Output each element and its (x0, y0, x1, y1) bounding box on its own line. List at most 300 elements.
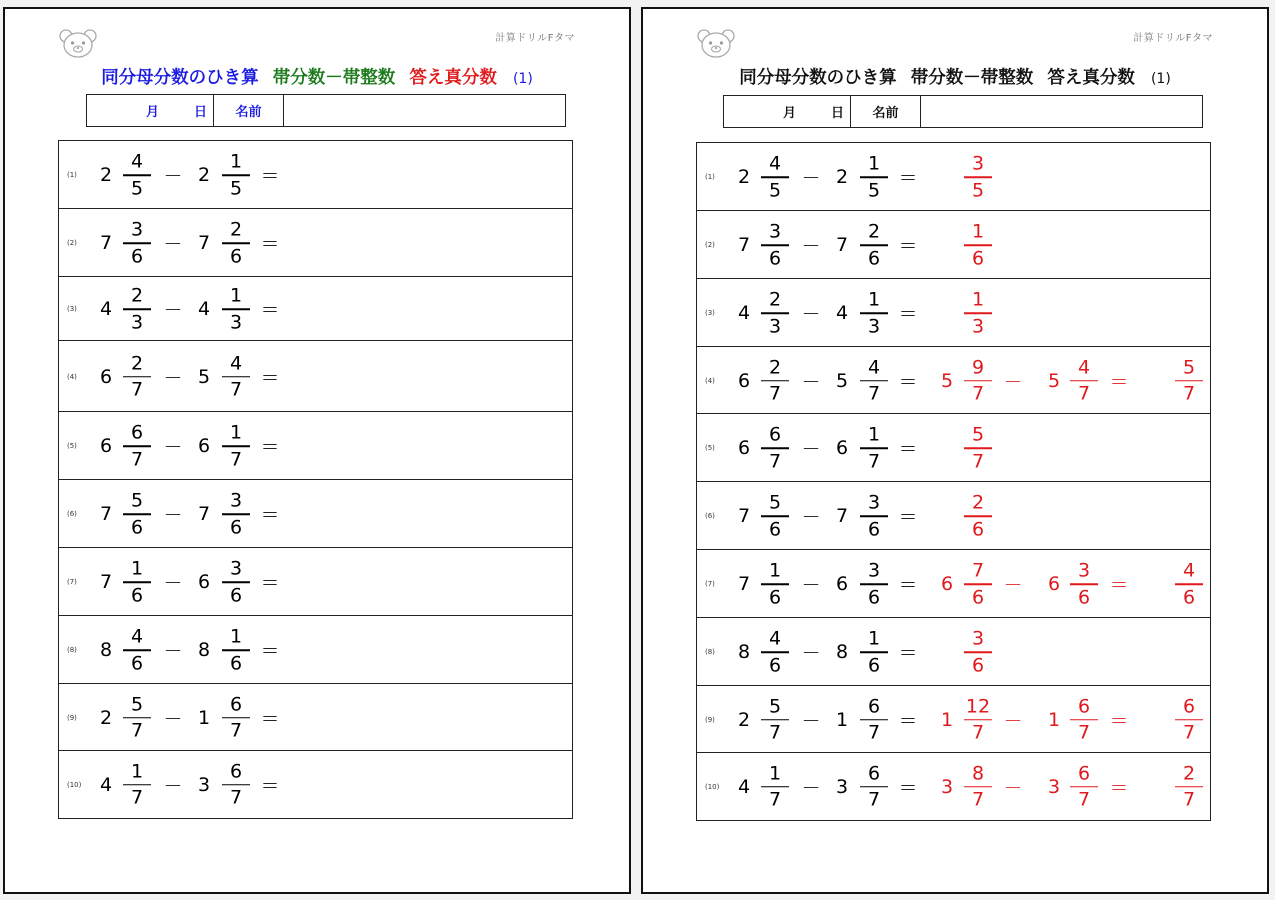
numerator: 8 (971, 761, 985, 784)
subtrahend-fraction (860, 627, 888, 677)
minuend-fraction (761, 152, 789, 202)
minuend-whole: 4 (737, 302, 751, 324)
numerator: 2 (768, 355, 782, 378)
denominator: 7 (867, 788, 881, 811)
fraction-bar (222, 649, 250, 651)
equals-sign: ＝ (1109, 574, 1129, 597)
equals-sign: ＝ (260, 165, 280, 188)
minuend-whole: 7 (737, 573, 751, 595)
numerator: 1 (229, 421, 243, 444)
subtrahend-whole: 8 (197, 639, 211, 661)
problem-row (697, 347, 1210, 414)
regrouped-fraction (964, 762, 992, 812)
denominator: 6 (971, 585, 985, 608)
numerator: 3 (229, 557, 243, 580)
denominator: 6 (130, 244, 144, 267)
subtrahend-whole: 7 (835, 505, 849, 527)
fraction-bar (123, 581, 151, 583)
numerator: 6 (1182, 694, 1196, 717)
numerator: 4 (1077, 355, 1091, 378)
denominator: 6 (1077, 585, 1091, 608)
numerator: 1 (971, 220, 985, 243)
answer-fraction (964, 288, 992, 338)
minus-sign: － (163, 233, 183, 256)
subtrahend-fraction (1070, 762, 1098, 812)
numerator: 4 (130, 150, 144, 173)
problem-list (58, 140, 573, 819)
subtrahend-whole: 7 (197, 503, 211, 525)
numerator: 9 (971, 355, 985, 378)
minuend-whole: 4 (737, 775, 751, 798)
numerator: 4 (1182, 559, 1196, 582)
minuend-whole: 6 (737, 369, 751, 392)
subtrahend-whole: 2 (835, 166, 849, 188)
title-part-answer: 答え真分数 (1047, 68, 1135, 88)
subtrahend-fraction (222, 150, 250, 200)
problem-number: (5) (67, 442, 77, 450)
fraction-bar (761, 447, 789, 449)
problem-row (59, 684, 572, 751)
problem-row (697, 686, 1210, 753)
numerator: 5 (768, 694, 782, 717)
fraction-bar (123, 513, 151, 515)
subtrahend-fraction (222, 421, 250, 471)
denominator: 6 (768, 246, 782, 269)
denominator: 6 (130, 583, 144, 606)
minuend-fraction (123, 421, 151, 471)
numerator: 6 (229, 759, 243, 782)
numerator: 4 (768, 152, 782, 175)
minuend-whole: 6 (737, 437, 751, 459)
fraction-bar (964, 244, 992, 246)
minuend-whole: 8 (99, 639, 113, 661)
denominator: 6 (768, 517, 782, 540)
denominator: 7 (971, 788, 985, 811)
regrouped-whole: 5 (940, 369, 954, 392)
subtrahend-whole: 6 (197, 571, 211, 593)
fraction-bar (761, 583, 789, 585)
bear-mascot-icon (57, 27, 99, 59)
fraction-bar (761, 176, 789, 178)
fraction-bar (860, 651, 888, 653)
fraction-bar (761, 651, 789, 653)
minuend-fraction (123, 693, 151, 743)
equals-sign: ＝ (260, 708, 280, 730)
problem-row (59, 751, 572, 818)
subtrahend-fraction (222, 352, 250, 402)
fraction-bar (222, 581, 250, 583)
denominator: 7 (229, 719, 243, 742)
fraction-bar (860, 176, 888, 178)
problem-number: (5) (705, 444, 715, 452)
minus-sign: － (1003, 371, 1023, 393)
minuend-whole: 7 (99, 232, 113, 254)
minuend-fraction (123, 284, 151, 334)
denominator: 7 (768, 788, 782, 811)
regrouped-fraction (964, 559, 992, 609)
denominator: 3 (130, 310, 144, 333)
problem-row (59, 616, 572, 684)
regrouped-whole: 6 (940, 573, 954, 595)
numerator: 6 (130, 421, 144, 444)
fraction-bar (123, 717, 151, 719)
minuend-fraction (761, 423, 789, 473)
subtrahend-fraction (222, 625, 250, 675)
fraction-bar (964, 312, 992, 314)
fraction-bar (123, 174, 151, 176)
problem-row (697, 211, 1210, 279)
minus-sign: － (163, 436, 183, 459)
minuend-whole: 7 (99, 503, 113, 525)
fraction-bar (1070, 380, 1098, 382)
subtrahend-fraction (222, 693, 250, 743)
subtrahend-whole: 4 (835, 302, 849, 324)
numerator: 6 (229, 692, 243, 715)
title-part-operation: 同分母分数のひき算 (739, 68, 897, 88)
answer-fraction (1175, 356, 1203, 406)
subtrahend-whole: 1 (1047, 708, 1061, 731)
problem-row (59, 209, 572, 277)
minus-sign: － (163, 367, 183, 389)
minus-sign: － (1003, 710, 1023, 732)
subtrahend-fraction (1070, 356, 1098, 406)
denominator: 7 (229, 786, 243, 809)
problem-number: (10) (67, 780, 82, 789)
denominator: 7 (1182, 382, 1196, 405)
problem-number: (10) (705, 782, 720, 791)
equals-sign: ＝ (898, 438, 918, 461)
minus-sign: － (801, 235, 821, 258)
subtrahend-whole: 6 (835, 573, 849, 595)
denominator: 7 (229, 447, 243, 470)
equals-sign: ＝ (260, 504, 280, 527)
name-field[interactable] (284, 95, 565, 126)
problem-number: (3) (67, 305, 77, 313)
worksheet-number: (1) (512, 71, 533, 87)
denominator: 7 (867, 721, 881, 744)
denominator: 3 (768, 314, 782, 337)
subtrahend-fraction (860, 423, 888, 473)
fraction-bar (1175, 583, 1203, 585)
brand-name: 計算ドリルFタマ (1133, 33, 1213, 44)
denominator: 3 (971, 314, 985, 337)
subtrahend-fraction (860, 152, 888, 202)
minus-sign: － (801, 777, 821, 799)
denominator: 7 (971, 449, 985, 472)
numerator: 2 (971, 491, 985, 514)
problem-number: (8) (67, 646, 77, 654)
numerator: 1 (768, 559, 782, 582)
regrouped-fraction (964, 695, 992, 745)
denominator: 6 (768, 585, 782, 608)
problem-row (697, 414, 1210, 482)
subtrahend-whole: 1 (197, 706, 211, 729)
subtrahend-fraction (860, 559, 888, 609)
subtrahend-whole: 4 (197, 298, 211, 320)
fraction-bar (1070, 786, 1098, 788)
equals-sign: ＝ (260, 775, 280, 797)
numerator: 7 (971, 559, 985, 582)
denominator: 7 (867, 382, 881, 405)
problem-row (697, 618, 1210, 686)
numerator: 3 (971, 152, 985, 175)
subtrahend-fraction (860, 762, 888, 812)
fraction-bar (761, 786, 789, 788)
brand-name: 計算ドリルFタマ (495, 33, 575, 44)
numerator: 6 (867, 694, 881, 717)
numerator: 2 (130, 284, 144, 307)
date-cell[interactable] (724, 96, 851, 127)
problem-number: (4) (705, 376, 715, 385)
date-cell[interactable] (87, 95, 214, 126)
worksheet-page-answers (641, 7, 1269, 894)
problem-number: (2) (705, 241, 715, 249)
numerator: 12 (965, 694, 991, 717)
problem-number: (9) (705, 715, 715, 724)
minuend-whole: 8 (737, 641, 751, 663)
name-label: 名前 (851, 96, 921, 127)
minuend-fraction (123, 489, 151, 539)
answer-fraction (964, 423, 992, 473)
fraction-bar (860, 583, 888, 585)
fraction-bar (222, 784, 250, 786)
minuend-whole: 2 (737, 708, 751, 731)
problem-number: (4) (67, 372, 77, 381)
denominator: 7 (1077, 788, 1091, 811)
worksheet-title (5, 64, 629, 89)
problem-row (59, 277, 572, 341)
fraction-bar (222, 717, 250, 719)
numerator: 3 (768, 220, 782, 243)
subtrahend-whole: 3 (197, 773, 211, 796)
numerator: 1 (971, 288, 985, 311)
minuend-whole: 7 (737, 505, 751, 527)
subtrahend-fraction (222, 557, 250, 607)
subtrahend-fraction (222, 760, 250, 810)
denominator: 7 (130, 378, 144, 401)
day-label: 日 (193, 105, 207, 120)
numerator: 2 (130, 351, 144, 374)
denominator: 7 (1077, 382, 1091, 405)
answer-fraction (964, 220, 992, 270)
fraction-bar (222, 242, 250, 244)
numerator: 3 (971, 627, 985, 650)
numerator: 5 (971, 423, 985, 446)
minuend-fraction (761, 491, 789, 541)
fraction-bar (964, 176, 992, 178)
answer-fraction (1175, 762, 1203, 812)
equals-sign: ＝ (260, 233, 280, 256)
fraction-bar (860, 312, 888, 314)
numerator: 3 (1077, 559, 1091, 582)
equals-sign: ＝ (260, 572, 280, 595)
equals-sign: ＝ (898, 167, 918, 190)
denominator: 6 (971, 517, 985, 540)
fraction-bar (1175, 380, 1203, 382)
denominator: 6 (867, 585, 881, 608)
fraction-bar (123, 649, 151, 651)
equals-sign: ＝ (898, 235, 918, 258)
problem-number: (7) (67, 578, 77, 586)
denominator: 5 (768, 178, 782, 201)
subtrahend-fraction (1070, 559, 1098, 609)
denominator: 7 (971, 721, 985, 744)
fraction-bar (860, 786, 888, 788)
minuend-fraction (761, 762, 789, 812)
minus-sign: － (1003, 574, 1023, 597)
fraction-bar (761, 380, 789, 382)
denominator: 7 (1077, 721, 1091, 744)
numerator: 3 (229, 489, 243, 512)
denominator: 6 (229, 244, 243, 267)
fraction-bar (964, 583, 992, 585)
minus-sign: － (163, 572, 183, 595)
minus-sign: － (801, 642, 821, 665)
equals-sign: ＝ (260, 299, 280, 322)
numerator: 2 (768, 288, 782, 311)
denominator: 7 (1182, 788, 1196, 811)
denominator: 6 (867, 246, 881, 269)
minus-sign: － (801, 167, 821, 190)
day-label: 日 (830, 106, 844, 121)
subtrahend-fraction (222, 284, 250, 334)
fraction-bar (123, 242, 151, 244)
denominator: 7 (229, 378, 243, 401)
fraction-bar (761, 312, 789, 314)
title-part-type: 帯分数－帯整数 (910, 68, 1034, 88)
numerator: 1 (130, 557, 144, 580)
fraction-bar (964, 719, 992, 721)
denominator: 6 (1182, 585, 1196, 608)
equals-sign: ＝ (898, 777, 918, 799)
equals-sign: ＝ (898, 574, 918, 597)
numerator: 4 (229, 351, 243, 374)
fraction-bar (123, 445, 151, 447)
fraction-bar (761, 515, 789, 517)
fraction-bar (964, 515, 992, 517)
equals-sign: ＝ (898, 710, 918, 732)
numerator: 5 (1182, 355, 1196, 378)
minus-sign: － (801, 710, 821, 732)
minuend-whole: 6 (99, 365, 113, 388)
minus-sign: － (801, 371, 821, 393)
date-name-box (723, 95, 1203, 128)
worksheet-page-problems (3, 7, 631, 894)
problem-row (697, 550, 1210, 618)
fraction-bar (964, 447, 992, 449)
minus-sign: － (163, 708, 183, 730)
subtrahend-fraction (860, 220, 888, 270)
numerator: 1 (229, 284, 243, 307)
numerator: 5 (130, 489, 144, 512)
denominator: 7 (867, 449, 881, 472)
minus-sign: － (801, 303, 821, 326)
subtrahend-whole: 7 (197, 232, 211, 254)
numerator: 4 (768, 627, 782, 650)
subtrahend-whole: 6 (835, 437, 849, 459)
subtrahend-whole: 6 (197, 435, 211, 457)
fraction-bar (222, 174, 250, 176)
equals-sign: ＝ (898, 371, 918, 393)
numerator: 1 (867, 152, 881, 175)
equals-sign: ＝ (260, 436, 280, 459)
fraction-bar (964, 380, 992, 382)
fraction-bar (860, 447, 888, 449)
subtrahend-whole: 3 (1047, 775, 1061, 798)
answer-list (696, 142, 1211, 821)
answer-fraction (964, 152, 992, 202)
fraction-bar (123, 308, 151, 310)
denominator: 6 (130, 515, 144, 538)
month-label: 月 (145, 105, 159, 120)
problem-number: (8) (705, 648, 715, 656)
denominator: 7 (130, 786, 144, 809)
denominator: 6 (971, 246, 985, 269)
denominator: 6 (229, 515, 243, 538)
numerator: 1 (130, 759, 144, 782)
worksheet-number: (1) (1150, 71, 1171, 87)
fraction-bar (1175, 719, 1203, 721)
subtrahend-whole: 5 (1047, 369, 1061, 392)
numerator: 2 (229, 218, 243, 241)
denominator: 7 (130, 447, 144, 470)
denominator: 5 (867, 178, 881, 201)
subtrahend-whole: 5 (197, 365, 211, 388)
problem-number: (2) (67, 239, 77, 247)
title-part-answer: 答え真分数 (409, 68, 497, 88)
answer-fraction (1175, 559, 1203, 609)
equals-sign: ＝ (260, 367, 280, 389)
problem-row (697, 143, 1210, 211)
numerator: 5 (768, 491, 782, 514)
equals-sign: ＝ (898, 642, 918, 665)
problem-number: (3) (705, 309, 715, 317)
minus-sign: － (163, 640, 183, 663)
problem-row (697, 279, 1210, 347)
denominator: 7 (768, 382, 782, 405)
numerator: 4 (130, 625, 144, 648)
problem-number: (1) (705, 173, 715, 181)
denominator: 6 (971, 653, 985, 676)
problem-row (697, 753, 1210, 820)
problem-number: (6) (705, 512, 715, 520)
fraction-bar (123, 784, 151, 786)
minus-sign: － (801, 574, 821, 597)
subtrahend-whole: 3 (835, 775, 849, 798)
regrouped-whole: 1 (940, 708, 954, 731)
subtrahend-fraction (1070, 695, 1098, 745)
problem-row (59, 412, 572, 480)
minuend-fraction (123, 760, 151, 810)
numerator: 6 (1077, 761, 1091, 784)
numerator: 1 (229, 625, 243, 648)
subtrahend-whole: 8 (835, 641, 849, 663)
minuend-fraction (761, 559, 789, 609)
title-part-operation: 同分母分数のひき算 (101, 68, 259, 88)
denominator: 3 (867, 314, 881, 337)
numerator: 6 (1077, 694, 1091, 717)
minuend-whole: 2 (737, 166, 751, 188)
numerator: 4 (867, 355, 881, 378)
name-field[interactable] (921, 96, 1202, 127)
numerator: 5 (130, 692, 144, 715)
subtrahend-fraction (860, 356, 888, 406)
minus-sign: － (163, 299, 183, 322)
subtrahend-fraction (860, 695, 888, 745)
denominator: 7 (768, 721, 782, 744)
minuend-fraction (761, 288, 789, 338)
fraction-bar (964, 651, 992, 653)
